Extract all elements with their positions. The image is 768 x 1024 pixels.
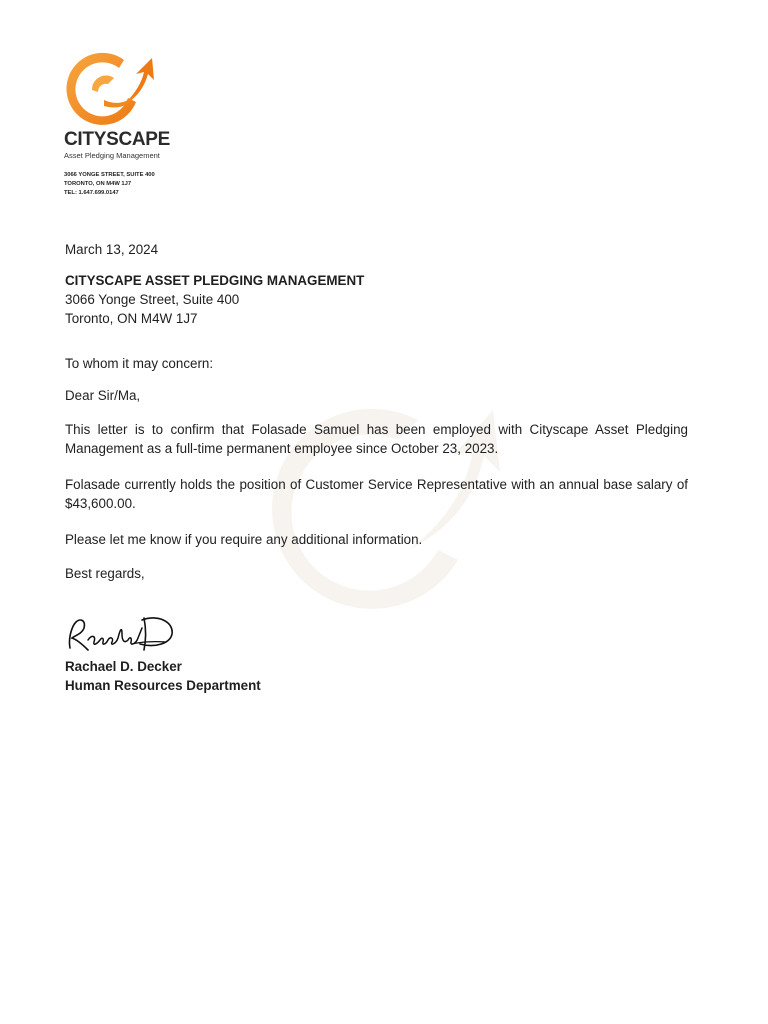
handwritten-signature: [62, 608, 182, 658]
salutation-general: To whom it may concern:: [65, 356, 214, 371]
paragraph-position-salary: Folasade currently holds the position of Customer Service Representative with an annual base salary of $43,600.00.: [65, 477, 688, 511]
signer-block: [65, 657, 261, 695]
recipient-org: CITYSCAPE ASSET PLEDGING MANAGEMENT: [65, 273, 365, 288]
letterhead-address-line2: TORONTO, ON M4W 1J7: [64, 181, 132, 187]
closing: Best regards,: [65, 566, 145, 581]
recipient-city: Toronto, ON M4W 1J7: [65, 311, 198, 326]
brand-name: CITYSCAPE: [64, 129, 171, 150]
letter-date: March 13, 2024: [65, 242, 159, 257]
letterhead-address-line1: 3066 YONGE STREET, SUITE 400: [64, 172, 155, 178]
letterhead-phone: TEL: 1.647.699.0147: [64, 190, 119, 196]
recipient-street: 3066 Yonge Street, Suite 400: [65, 292, 240, 307]
signer-department: Human Resources Department: [65, 678, 261, 693]
cityscape-logo: [64, 50, 160, 130]
brand-tagline: Asset Pledging Management: [64, 151, 160, 160]
paragraph-employment: This letter is to confirm that Folasade Samuel has been employed with Cityscape Asset Pledging Management as a full-time permanent employee since October 23, 2023.: [65, 422, 688, 456]
salutation: Dear Sir/Ma,: [65, 388, 141, 403]
paragraph-contact: Please let me know if you require any additional information.: [65, 532, 423, 547]
signer-name: Rachael D. Decker: [65, 659, 182, 674]
letterhead-address: [64, 171, 155, 198]
recipient-address: [65, 271, 364, 328]
